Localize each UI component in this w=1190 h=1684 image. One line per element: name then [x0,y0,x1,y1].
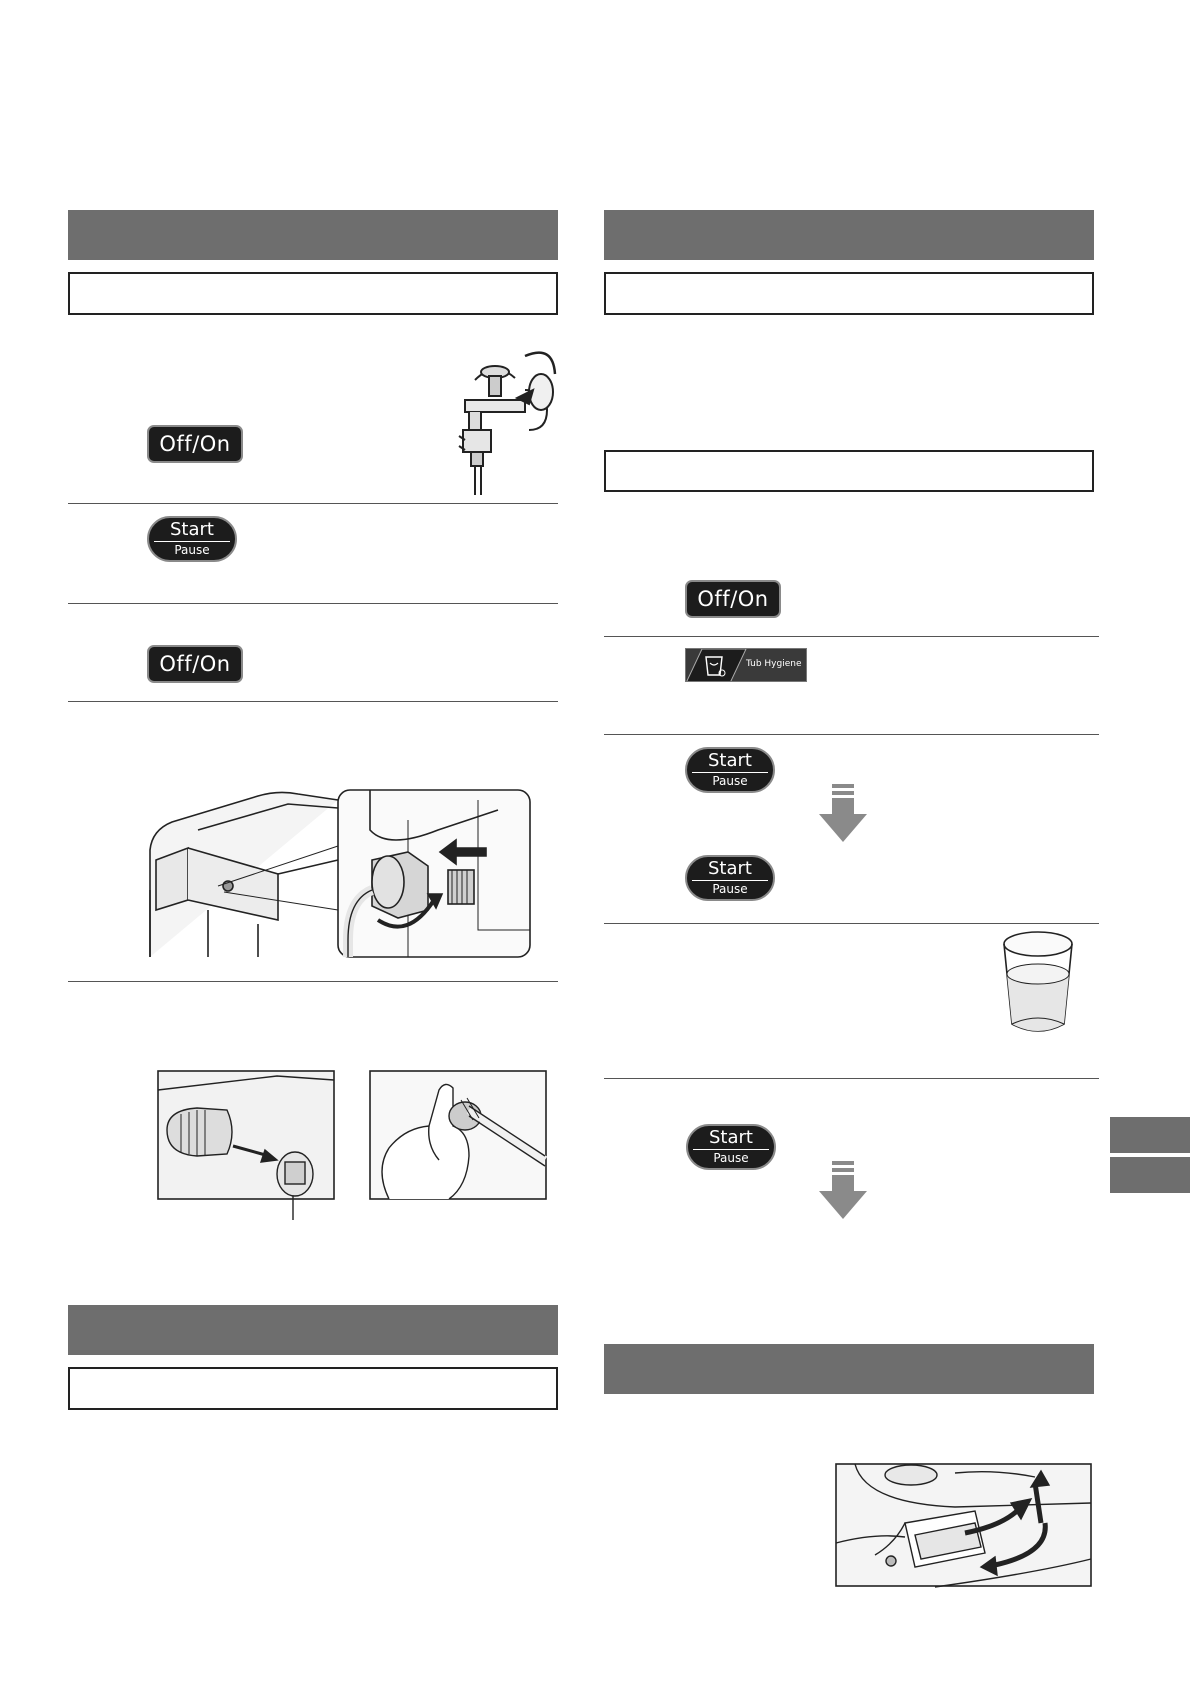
left-section-title-box [68,272,558,315]
divider [68,701,558,702]
side-tab-2 [1110,1157,1190,1193]
divider [68,503,558,504]
detergent-drawer-illustration [835,1463,1092,1587]
filter-cleaning-illustration [369,1070,547,1200]
start-pause-button-2[interactable] [685,855,775,901]
start-label: Start [154,520,230,542]
divider [68,603,558,604]
down-arrow-icon [819,1161,867,1219]
start-pause-button[interactable] [685,747,775,793]
pause-label: Pause [174,543,210,557]
start-pause-button[interactable] [147,516,237,562]
right-section-header-bar-2 [604,1344,1094,1394]
hose-disconnect-illustration [148,790,534,957]
pause-label: Pause [712,774,748,788]
start-label: Start [692,751,768,773]
left-section-header-bar-2 [68,1305,558,1355]
off-on-button[interactable]: Off/On [147,645,243,683]
pause-label: Pause [712,882,748,896]
filter-removal-illustration [157,1070,335,1200]
left-section-title-box-2 [68,1367,558,1410]
divider [604,923,1099,924]
faucet-icon [455,350,560,495]
start-label: Start [693,1128,769,1150]
start-pause-button-3[interactable] [686,1124,776,1170]
glass-icon [1000,928,1076,1038]
divider [604,1078,1099,1079]
pause-label: Pause [713,1151,749,1165]
left-section-header-bar [68,210,558,260]
down-arrow-icon [819,784,867,842]
off-on-button[interactable]: Off/On [147,425,243,463]
off-on-button[interactable]: Off/On [685,580,781,618]
right-section-title-box [604,272,1094,315]
divider [604,734,1099,735]
right-section-header-bar [604,210,1094,260]
start-label: Start [692,859,768,881]
right-subsection-title-box [604,450,1094,492]
tub-hygiene-label: Tub Hygiene [746,659,802,669]
divider [604,636,1099,637]
side-tab-1 [1110,1117,1190,1153]
tub-hygiene-button[interactable] [685,648,807,682]
divider [68,981,558,982]
